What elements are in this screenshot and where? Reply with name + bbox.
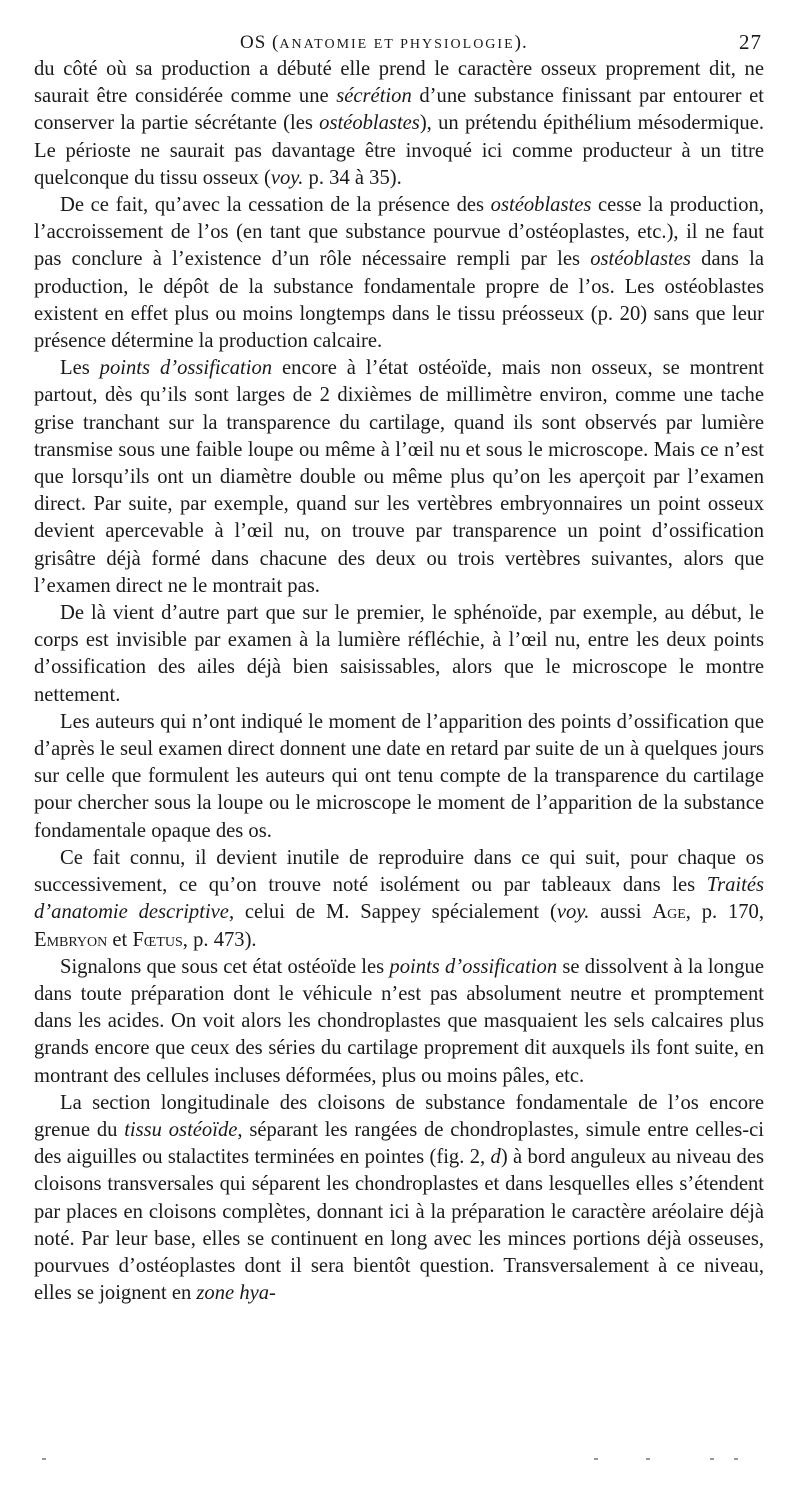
text-run: , p. 170, [685,901,765,924]
italic-text: points d’ossification [389,955,558,978]
text-run: aussi [589,901,653,924]
running-title-end: ). [514,32,528,53]
text-run: Ce fait connu, il devient inutile de reproduire dans ce qui suit, pour chaque os successivement, ce qu’on trouve noté isolément ou par tableaux dans les [34,846,764,897]
italic-text: voy. [556,901,590,924]
paragraph-1 [34,56,764,192]
running-header [34,26,764,56]
running-title-main: OS ( [240,32,280,53]
page [34,26,764,1307]
text-run: dans la production, le dépôt de la substance fondamentale propre de l’os. Les ostéoblastes existent en effet plus ou moins longtemps dans le tissu préosseux (p. 20) sans que leur présence détermine la production calcaire. [34,248,764,353]
text-run: encore à l’état ostéoïde, mais non osseux, se montrent partout, dès qu’ils sont larges de 2 dixièmes de millimètre environ, comme une tache grise tranchant sur la transparence du cartilage, quand ils sont observés par lumière transmise sous une faible loupe ou même à l’œil nu et sous le microscope. Mais ce n’est que lorsqu’ils ont un diamètre double ou même plus qu’on les aperçoit par l’examen direct. Par suite, par exemple, quand sur les vertèbres embryonnaires un point osseux devient apercevable à l’œil nu, on trouve par transparence un point d’ossification grisâtre déjà formé dans chacune des deux ou trois vertèbres suivantes, alors que l’examen direct ne le montrait pas. [34,357,765,597]
page-number: 27 [739,30,762,54]
paragraph-7 [34,954,764,1090]
paragraph-4 [34,600,764,709]
text-run: p. 34 à 35). [303,166,402,189]
text-run: celui de M. Sappey spécialement ( [234,901,557,924]
text-run: ) à bord anguleux au niveau des cloisons transversales qui séparent les chondroplastes et dans lesquelles elles s’étendent par places en cloisons complètes, donnant ici à la préparation le caractère aréolaire déjà noté. Par leur base, elles se continuent en long avec les minces portions déjà osseuses, pourvues d’ostéoplastes dont il sera bientôt question. Transversalement à ce niveau, elles se joignent en [34,1146,764,1305]
small-caps-text: Fœtus [132,928,183,951]
small-caps-text: Embryon [34,928,108,951]
italic-text: ostéoblastes [590,248,691,271]
text-run: Les auteurs qui n’ont indiqué le moment de l’apparition des points d’ossification que d’après le seul examen direct donnent une date en retard par suite de un à quelques jours sur celle que formulent les auteurs qui ont tenu compte de la transparence du cartilage pour chercher sous la loupe ou le microscope le moment de l’apparition de la substance fondamentale opaque des os. [34,710,764,842]
text-run: du côté où sa production a débuté elle prend le caractère osseux proprement dit, ne saurait être considérée comme une [34,58,764,108]
paragraph-5 [34,709,764,845]
italic-text: sécrétion [336,85,412,108]
italic-text: voy. [270,166,304,189]
italic-text: zone hya- [196,1282,276,1305]
text-run: Signalons que sous cet état ostéoïde les [60,955,390,978]
text-run: Les [60,357,100,380]
running-title [240,32,528,54]
italic-text: d [490,1146,501,1169]
italic-text: tissu ostéoïde [124,1118,238,1141]
text-run: d’une substance finissant par entourer et conserver la partie sécrétante (les [34,85,764,135]
paragraph-3 [34,355,764,600]
text-run: se dissolvent à la longue dans toute préparation dont le véhicule n’est pas absolument neutre et promptement dans les acides. On voit alors les chondroplastes que masquaient les sels calcaires plus grands encore que ceux des séries du cartilage proprement dit auxquels ils font suite, en montrant des cellules incluses déformées, plus ou moins pâles, etc. [34,955,764,1087]
italic-text: Traités d’anatomie descriptive, [34,874,764,924]
text-run: , p. 473). [182,928,257,951]
text-run: et [107,928,133,951]
italic-text: ostéoblastes [319,112,420,135]
text-run: De là vient d’autre part que sur le premier, le sphénoïde, par exemple, au début, le corps est invisible par examen à la lumière réfléchie, à l’œil nu, entre les deux points d’ossification des ailes déjà bien saisissables, alors que le microscope le montre nettement. [34,602,764,706]
italic-text: ostéoblastes [490,194,592,217]
text-run: cesse la production, l’accroissement de l’os (en tant que substance pourvue d’ostéoplastes, etc.), il ne faut pas conclure à l’existence d’un rôle nécessaire rempli par les [34,194,764,271]
bottom-specks [34,1458,764,1468]
running-title-subtitle: ANATOMIE ET PHYSIOLOGIE [279,37,515,52]
paragraph-8 [34,1090,764,1308]
paragraph-2 [34,192,764,355]
text-run: La section longitudinale des cloisons de substance fondamentale de l’os encore grenue du [34,1091,764,1141]
italic-text: points d’ossification [99,357,273,380]
text-run: De ce fait, qu’avec la cessation de la présence des [60,194,491,217]
paragraph-6 [34,845,764,954]
text-run: , séparant les rangées de chondroplastes, simule entre celles-ci des aiguilles ou stalactites terminées en pointes (fig. 2, [34,1118,765,1169]
body-text [34,56,764,1307]
text-run: ), un prétendu épithélium mésodermique. Le périoste ne saurait pas davantage être invoqué ici comme producteur à un titre quelconque du tissu osseux ( [34,112,764,189]
small-caps-text: Age [652,901,686,924]
